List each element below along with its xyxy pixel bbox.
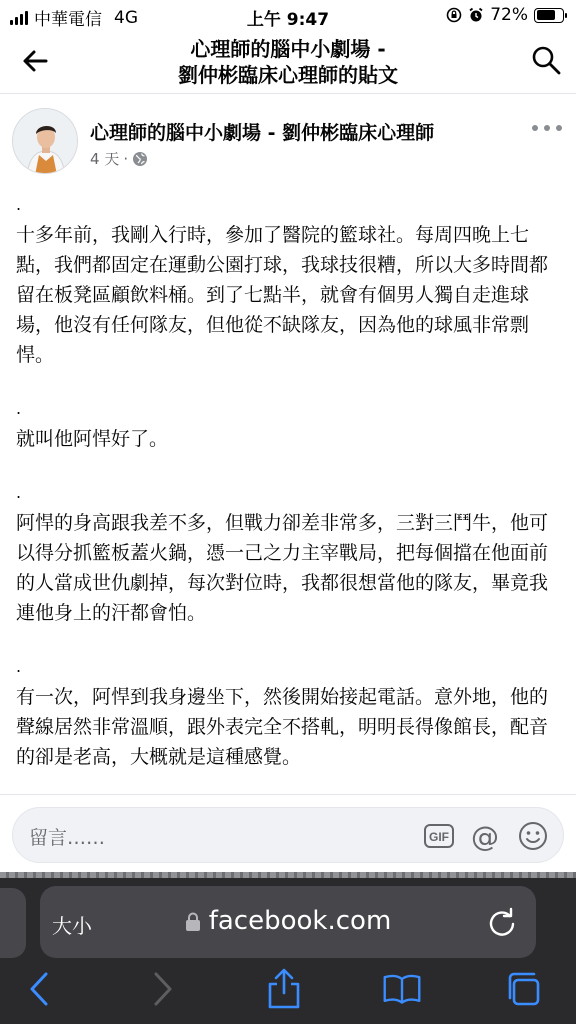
back-arrow-icon[interactable]: [20, 46, 50, 76]
more-options-icon[interactable]: [532, 118, 562, 138]
meta-separator: ·: [123, 149, 129, 168]
comment-composer[interactable]: [12, 807, 564, 863]
reload-icon[interactable]: [486, 906, 518, 938]
page-header: [0, 30, 576, 94]
mention-icon[interactable]: [469, 820, 501, 852]
post-header: [0, 104, 576, 180]
orientation-lock-icon: [446, 7, 462, 23]
divider: [0, 794, 576, 795]
clock: 上午 9:47: [246, 10, 330, 30]
author-name[interactable]: 心理師的腦中小劇場 - 劉仲彬臨床心理師: [90, 122, 435, 144]
status-bar: [0, 0, 576, 30]
page-overflow-strip: [0, 872, 576, 878]
gif-label: GIF: [429, 830, 449, 844]
post-paragraph: 十多年前，我剛入行時，參加了醫院的籃球社。每周四晚上七點，我們都固定在運動公園打球，我球技很糟，所以大多時間都留在板凳區顧飲料桶。到了七點半，就會有個男人獨自走進球場，他沒有任何隊友，但他從不缺隊友，因為他的球風非常剽悍。: [16, 224, 549, 366]
browser-toolbar: [0, 968, 576, 1014]
page-title: [80, 36, 496, 88]
post-paragraph: 就叫他阿悍好了。: [16, 428, 169, 450]
post-paragraph: 阿悍的身高跟我差不多，但戰力卻差非常多，三對三鬥牛，他可以得分抓籃板蓋火鍋，憑一己之力主宰戰局，把每個擋在他面前的人當成世仇劇掉，每次對位時，我都很想當他的隊友，畢竟我連他身上的汗都會怕。: [16, 512, 549, 624]
tabs-icon[interactable]: [504, 968, 544, 1010]
gif-icon[interactable]: [423, 820, 455, 852]
paragraph-dot: .: [16, 657, 22, 676]
post-meta: [90, 148, 148, 169]
previous-tab[interactable]: [0, 888, 26, 958]
paragraph-dot: .: [16, 195, 22, 214]
text-size-button[interactable]: 大小: [52, 914, 92, 938]
avatar[interactable]: [12, 108, 78, 174]
browser-bottom-bar: [0, 872, 576, 1024]
lock-icon: [185, 912, 201, 932]
bookmarks-icon[interactable]: [382, 968, 422, 1010]
post-time[interactable]: 4 天: [90, 150, 120, 168]
page-title-line-1: 心理師的腦中小劇場 -: [190, 37, 386, 61]
battery-percent: 72%: [490, 5, 528, 25]
globe-icon: [132, 151, 148, 167]
carrier-label: 中華電信: [34, 10, 102, 30]
comment-input[interactable]: 留言……: [29, 827, 106, 849]
mention-label: @: [471, 820, 499, 852]
url-text: facebook.com: [208, 906, 392, 936]
network-label: 4G: [114, 7, 138, 28]
address-bar[interactable]: [40, 886, 536, 958]
profile-photo-icon: [13, 109, 78, 174]
url-display[interactable]: [40, 906, 536, 936]
search-icon[interactable]: [530, 44, 562, 76]
browser-forward-icon[interactable]: [142, 968, 182, 1010]
battery-icon: [534, 8, 564, 23]
emoji-icon[interactable]: [517, 820, 549, 852]
status-right: [446, 5, 564, 25]
post-paragraph: 有一次，阿悍到我身邊坐下，然後開始接起電話。意外地，他的聲線居然非常溫順，跟外表完全不搭軋，明明長得像館長，配音的卻是老高，大概就是這種感覺。: [16, 686, 549, 768]
browser-back-icon[interactable]: [20, 968, 60, 1010]
post-body: [16, 190, 564, 772]
paragraph-dot: .: [16, 483, 22, 502]
share-icon[interactable]: [264, 968, 304, 1010]
paragraph-dot: .: [16, 399, 22, 418]
alarm-icon: [468, 7, 484, 23]
page-title-line-2: 劉仲彬臨床心理師的貼文: [178, 63, 398, 87]
